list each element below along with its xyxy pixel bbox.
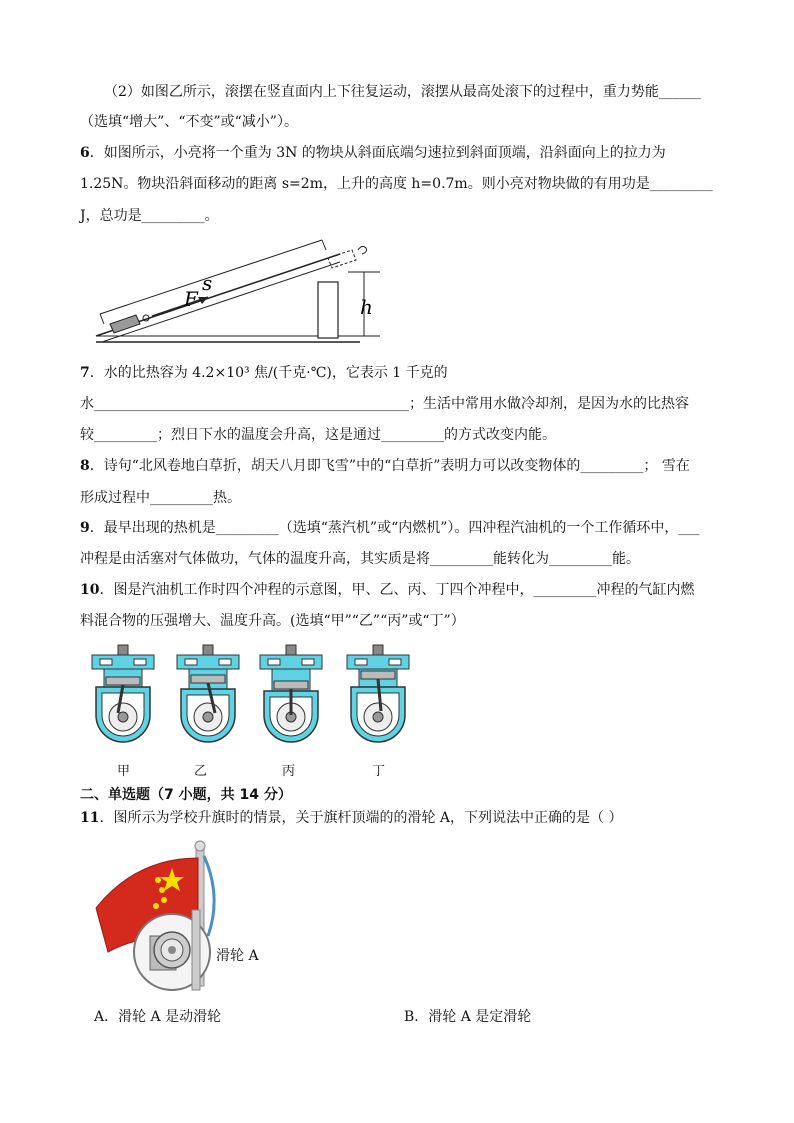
engine-label-jia: 甲: [117, 764, 131, 779]
engine-stroke-jia: [90, 645, 156, 747]
incline-figure: [90, 232, 390, 352]
engine-label-ding: 丁: [372, 764, 386, 779]
q9-line1: [80, 518, 699, 538]
q10-line2: 料混合物的压强增大、温度升高。(选填“甲”“乙”“丙”或“丁”）: [80, 613, 465, 629]
q6-line1: [80, 143, 666, 163]
fig-h-label: h: [360, 295, 373, 319]
q7-line1: [80, 363, 448, 383]
q10-text1: ．图是汽油机工作时四个冲程的示意图，甲、乙、丙、丁四个冲程中，_________冲程的气缸内燃: [99, 582, 695, 598]
q5-part2-line2: （选填“增大”、“不变”或“减小”）。: [80, 114, 298, 130]
q7-line3: 较_________；烈日下水的温度会升高，这是通过_________的方式改变内能。: [80, 427, 556, 443]
engine-stroke-yi: [175, 645, 241, 747]
q5-part2-line1: （2）如图乙所示，滚摆在竖直面内上下往复运动，滚摆从最高处滚下的过程中，重力势能______: [104, 84, 701, 100]
flag-pulley-figure: [92, 840, 292, 990]
engine-stroke-ding: [345, 645, 411, 747]
q9-number: 9: [80, 520, 90, 536]
option-b[interactable]: B．滑轮 A 是定滑轮: [404, 1009, 532, 1025]
section2-title: 二、单选题（7 小题，共 14 分）: [80, 787, 292, 803]
engine-stroke-bing: [258, 645, 324, 747]
q8-line1: [80, 456, 690, 476]
q6-text1: ．如图所示，小亮将一个重为 3N 的物块从斜面底端匀速拉到斜面顶端，沿斜面向上的拉力为: [89, 145, 666, 161]
q9-text1: ．最早出现的热机是_________（选填“蒸汽机”或“内燃机”）。四冲程汽油机的一个工作循环中，___: [89, 520, 700, 536]
pulley-label: 滑轮 A: [216, 948, 259, 964]
q8-number: 8: [80, 458, 90, 474]
q8-line2: 形成过程中_________热。: [80, 490, 241, 506]
fig-s-label: s: [202, 271, 213, 295]
fig-F-label: F: [184, 287, 198, 311]
q7-line2: 水_____________________________________________；生活中常用水做冷却剂，是因为水的比热容: [80, 396, 689, 412]
q10-number: 10: [80, 582, 100, 598]
option-a[interactable]: A．滑轮 A 是动滑轮: [94, 1009, 222, 1025]
q8-text1: ．诗句“北风卷地白草折，胡天八月即飞雪”中的“白草折”表明力可以改变物体的_________； 雪在: [89, 458, 690, 474]
q11-number: 11: [80, 810, 100, 826]
engine-label-bing: 丙: [282, 764, 296, 779]
q6-number: 6: [80, 145, 90, 161]
q7-number: 7: [80, 365, 90, 381]
q11-text1: ．图所示为学校升旗时的情景，关于旗杆顶端的的滑轮 A，下列说法中正确的是（ ）: [99, 810, 623, 826]
q7-text1: ．水的比热容为 4.2×10³ 焦/(千克·℃)，它表示 1 千克的: [89, 365, 448, 381]
q6-line3: J，总功是_________。: [80, 208, 219, 224]
q6-line2: 1.25N。物块沿斜面移动的距离 s=2m，上升的高度 h=0.7m。则小亮对物块做的有用功是_________: [80, 176, 713, 192]
q10-line1: [80, 580, 694, 600]
engine-label-yi: 乙: [194, 764, 208, 779]
q9-line2: 冲程是由活塞对气体做功，气体的温度升高，其实质是将_________能转化为_________能。: [80, 551, 640, 567]
q11-line1: [80, 808, 623, 828]
